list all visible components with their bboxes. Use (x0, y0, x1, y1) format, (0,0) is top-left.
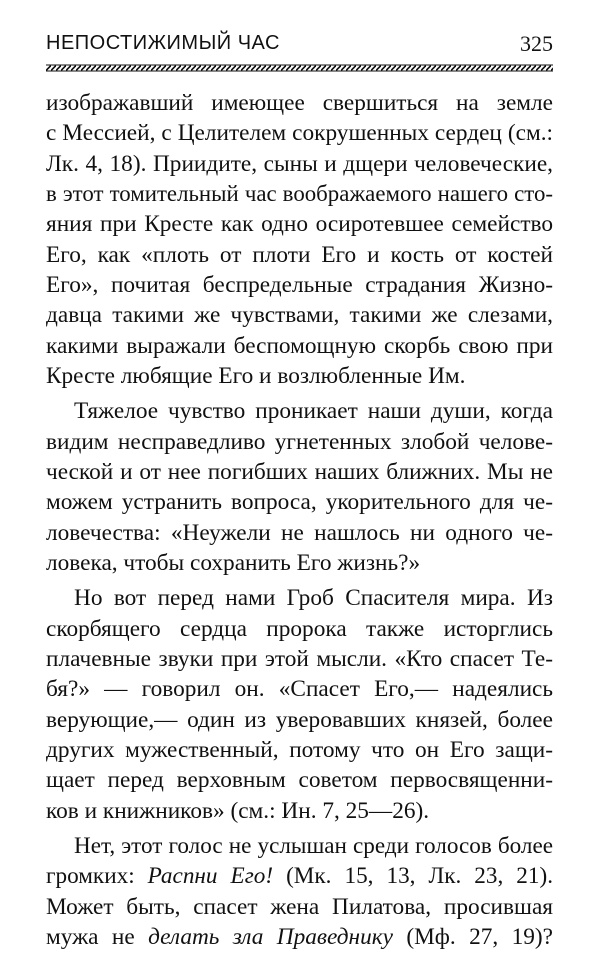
italic-quote: делать зла Праведнику (148, 923, 393, 950)
text-line: давца такими же чувствами, такими же слезами, (46, 302, 553, 329)
text-line: изображавший имеющее свершиться на земле (46, 90, 553, 116)
text-line: Может быть, спасет жена Пилатова, просившая (46, 893, 553, 920)
text-run: (Мк. 15, 13, Лк. 23, 21). (273, 863, 553, 890)
text-run: мужа не (46, 923, 149, 950)
text-line: ков и книжников» (см.: Ин. 7, 25—26). (46, 797, 430, 824)
text-line: щает перед верховным советом первосвященни- (46, 767, 553, 794)
text-line: Лк. 4, 18). Приидите, сыны и дщери человеческие, (46, 150, 553, 177)
text-line: других мужественный, потому что он Его защи- (46, 736, 553, 763)
ornamental-rule (46, 64, 553, 72)
text-line: яния при Кресте как одно осиротевшее семейство (46, 211, 553, 238)
text-line: можем устранить вопроса, укорительного для че- (46, 489, 553, 516)
text-line: ловека, чтобы сохранить Его жизнь?» (46, 549, 421, 576)
text-line: плачевные звуки при этой мысли. «Кто спасет Те- (46, 645, 553, 672)
text-line: в этот томительный час воображаемого нашего сто- (46, 180, 553, 206)
text-line: видим несправедливо угнетенных злобой челове- (46, 428, 553, 455)
text-line: Нет, этот голос не услышан среди голосов более (74, 832, 553, 859)
text-line: ловечества: «Неужели не нашлось ни одного че- (46, 519, 553, 546)
text-line: Но вот перед нами Гроб Спасителя мира. Из (74, 585, 553, 612)
text-line: Его», почитая беспредельные страдания Жизно- (46, 271, 553, 298)
text-run: громких: (46, 863, 148, 890)
text-line-with-italic (46, 861, 553, 891)
text-line: верующие,— один из уверовавших князей, более (46, 706, 553, 733)
text-line: Кресте любящие Его и возлюбленные Им. (46, 362, 466, 389)
italic-quote: Распни Его! (147, 863, 274, 890)
text-line: какими выражали беспомощную скорбь свою при (46, 332, 553, 359)
text-line: скорбящего сердца пророка также исторглись (46, 615, 553, 642)
text-line: ческой и от нее погибших наших ближних. Мы не (46, 458, 553, 485)
text-line-with-italic (46, 922, 553, 952)
body-text (46, 88, 553, 952)
running-title: НЕПОСТИЖИМЫЙ ЧАС (46, 32, 280, 54)
text-line: бя?» — говорил он. «Спасет Его,— надеялись (46, 676, 553, 703)
text-line: Тяжелое чувство проникает наши души, когда (74, 398, 553, 425)
running-header (46, 32, 553, 66)
page-number: 325 (520, 31, 553, 56)
text-line: с Мессией, с Целителем сокрушенных сердец (см.: (46, 120, 553, 147)
text-line: Его, как «плоть от плоти Его и кость от костей (46, 241, 553, 268)
text-run: (Мф. 27, 19)? (392, 923, 553, 950)
